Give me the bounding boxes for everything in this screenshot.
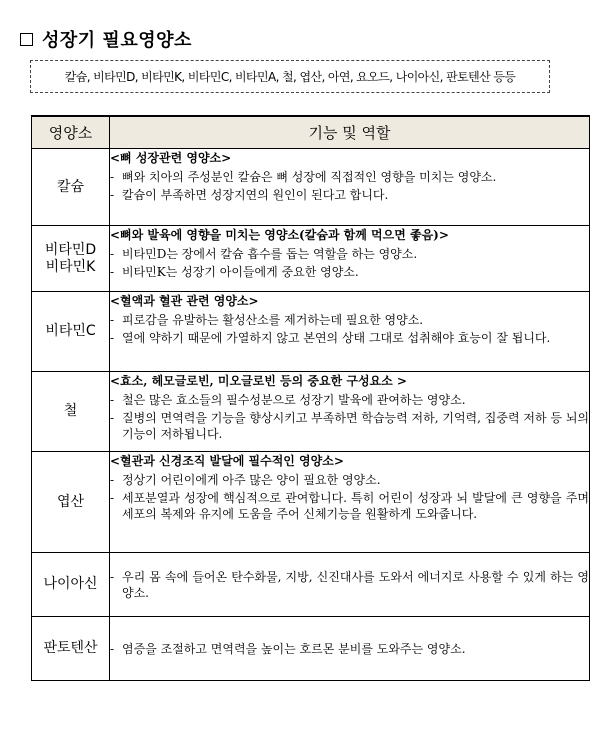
- bullet-dash: -: [110, 641, 115, 656]
- function-cell: [110, 226, 590, 292]
- table-row: [32, 617, 590, 681]
- function-cell: [110, 452, 590, 553]
- item-text: 세포분열과 성장에 핵심적으로 관여합니다. 특히 어린이 성장과 뇌 발달에 큰 영향을 주며 세포의 복제와 유지에 도움을 주어 신체기능을 원활하게 도와줍니다.: [122, 491, 589, 521]
- nutrient-name-cell: [32, 372, 110, 452]
- list-item: [110, 187, 589, 203]
- nutrient-name-cell: [32, 226, 110, 292]
- nutrient-name: 칼슘: [56, 178, 85, 195]
- nutrient-name-cell: [32, 553, 110, 617]
- nutrient-name: 나이아신: [43, 576, 98, 592]
- row-heading: <효소, 헤모글로빈, 미오글로빈 등의 중요한 구성요소 >: [110, 374, 407, 388]
- nutrient-name-cell: [32, 617, 110, 681]
- item-text: 정상기 어린이에게 아주 많은 양이 필요한 영양소.: [122, 473, 381, 487]
- function-cell: [110, 553, 590, 617]
- nutrient-name-cell: [32, 149, 110, 226]
- bullet-dash: -: [110, 247, 115, 261]
- item-text: 우리 몸 속에 들어온 탄수화물, 지방, 신진대사를 도와서 에너지로 사용할 수 있게 하는 영양소.: [122, 569, 589, 600]
- list-item: [110, 392, 589, 408]
- bullet-dash: -: [110, 411, 115, 425]
- header-nutrient: 영양소: [32, 116, 110, 149]
- item-text: 열에 약하기 때문에 가열하지 않고 본연의 상태 그대로 섭취해야 효능이 잘 됩니다.: [122, 331, 551, 345]
- bullet-dash: -: [110, 491, 115, 505]
- row-heading: <뼈 성장관련 영양소>: [110, 151, 232, 165]
- nutrient-name: 엽산: [56, 493, 85, 510]
- nutrient-name: 판토텐산: [43, 640, 98, 656]
- item-text: 피로감을 유발하는 활성산소를 제거하는데 필요한 영양소.: [122, 313, 424, 327]
- bullet-dash: -: [110, 265, 115, 279]
- function-cell: [110, 149, 590, 226]
- item-text: 염증을 조절하고 면역력을 높이는 호르몬 분비를 도와주는 영양소.: [122, 641, 466, 656]
- nutrient-name-cell: [32, 452, 110, 553]
- row-heading: <뼈와 발육에 영향을 미치는 영양소(칼슘과 함께 먹으면 좋음)>: [110, 228, 449, 242]
- bullet-dash: -: [110, 473, 115, 487]
- list-item: [110, 169, 589, 185]
- table-row: [32, 292, 590, 372]
- list-item: [110, 490, 589, 522]
- page-title: [20, 26, 192, 52]
- nutrient-table: [31, 115, 590, 681]
- bullet-dash: -: [110, 170, 115, 184]
- nutrient-name-cell: [32, 292, 110, 372]
- list-item: [110, 569, 589, 601]
- nutrient-name: 비타민C: [45, 323, 96, 339]
- nutrient-name: 철: [63, 403, 78, 419]
- header-function: 기능 및 역할: [110, 116, 590, 149]
- bullet-dash: -: [110, 188, 115, 202]
- item-text: 비타민D는 장에서 칼슘 흡수를 돕는 역할을 하는 영양소.: [122, 247, 418, 261]
- table-row: [32, 149, 590, 226]
- title-text: 성장기 필요영양소: [42, 30, 192, 51]
- row-heading: <혈액과 혈관 관련 영양소>: [110, 294, 259, 308]
- list-item: [110, 246, 589, 262]
- list-item: [110, 410, 589, 442]
- bullet-dash: -: [110, 569, 115, 584]
- list-item: [110, 330, 589, 346]
- item-text: 뼈와 치아의 주성분인 칼슘은 뼈 성장에 직접적인 영향을 미치는 영양소.: [122, 170, 497, 184]
- function-cell: [110, 292, 590, 372]
- table-row: [32, 226, 590, 292]
- function-cell: [110, 372, 590, 452]
- list-item: [110, 641, 589, 657]
- checkbox-icon: [20, 33, 33, 46]
- item-text: 비타민K는 성장기 아이들에게 중요한 영양소.: [122, 265, 359, 279]
- nutrient-name: 비타민D: [44, 241, 97, 258]
- bullet-dash: -: [110, 331, 115, 345]
- table-row: [32, 553, 590, 617]
- list-item: [110, 264, 589, 280]
- item-text: 질병의 면역력을 기능을 향상시키고 부족하면 학습능력 저하, 기억력, 집중력 저하 등 뇌의 기능이 저하됩니다.: [122, 411, 589, 441]
- nutrient-list-box: [30, 60, 550, 93]
- bullet-dash: -: [110, 313, 115, 327]
- item-text: 철은 많은 효소들의 필수성분으로 성장기 발육에 관여하는 영양소.: [122, 393, 466, 407]
- row-heading: <혈관과 신경조직 발달에 필수적인 영양소>: [110, 454, 344, 468]
- nutrient-list-text: 칼슘, 비타민D, 비타민K, 비타민C, 비타민A, 철, 엽산, 아연, 요오드, 나이아신, 판토텐산 등등: [64, 70, 516, 84]
- nutrient-name: 비타민K: [45, 258, 96, 275]
- list-item: [110, 472, 589, 488]
- function-cell: [110, 617, 590, 681]
- table-header-row: [32, 116, 590, 149]
- list-item: [110, 312, 589, 328]
- bullet-dash: -: [110, 393, 115, 407]
- table-row: [32, 452, 590, 553]
- table-row: [32, 372, 590, 452]
- item-text: 칼슘이 부족하면 성장지연의 원인이 된다고 합니다.: [122, 188, 389, 202]
